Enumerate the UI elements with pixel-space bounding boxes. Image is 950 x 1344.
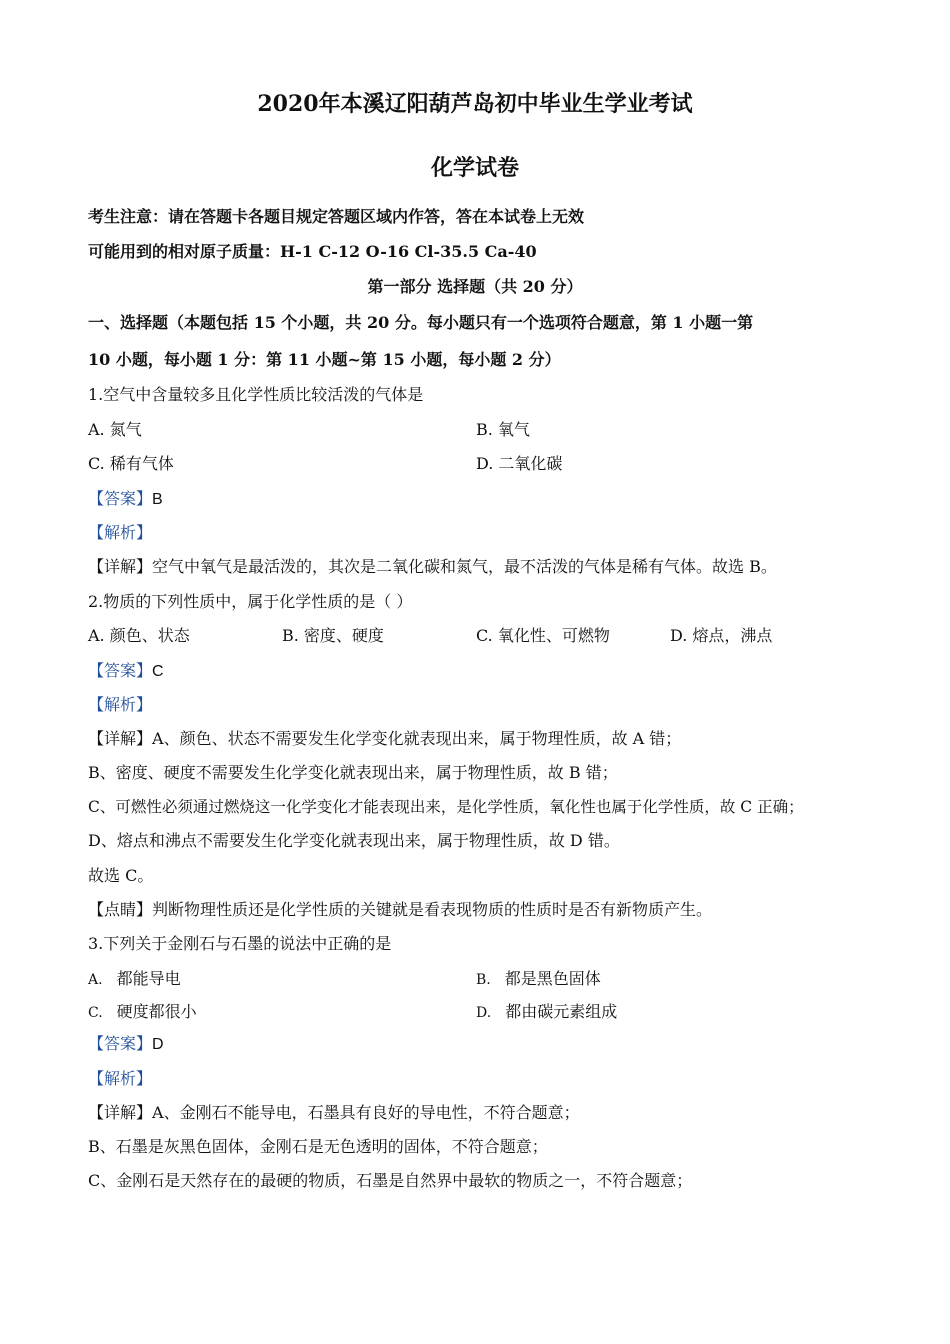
section-instructions-line1: 一、选择题（本题包括 15 个小题，共 20 分。每小题只有一个选项符合题意，第 1 小题一第 xyxy=(88,313,754,332)
q2-stem: 2.物质的下列性质中，属于化学性质的是（ ） xyxy=(88,592,413,611)
q2-detail-a xyxy=(88,729,681,749)
section-instructions-line2: 10 小题，每小题 1 分：第 11 小题~第 15 小题，每小题 2 分） xyxy=(88,350,561,369)
detail-label: 【详解】 xyxy=(88,729,153,748)
detail-label: 【详解】 xyxy=(88,1103,153,1122)
q1-answer-value: B xyxy=(152,491,163,508)
q3-option-c-letter: C. xyxy=(88,1005,103,1021)
q3-option-d xyxy=(476,1002,617,1023)
q2-analysis-label: 【解析】 xyxy=(88,695,153,714)
q1-detail-text: 空气中氧气是最活泼的，其次是二氧化碳和氮气，最不活泼的气体是稀有气体。故选 B。 xyxy=(152,557,777,576)
q3-answer xyxy=(88,1034,164,1055)
q2-option-a: A. 颜色、状态 xyxy=(88,626,190,645)
q2-detail-c: C、可燃性必须通过燃烧这一化学变化才能表现出来，是化学性质，氧化性也属于化学性质，故 C 正确； xyxy=(88,798,804,816)
q1-option-d: D. 二氧化碳 xyxy=(476,454,563,473)
q3-detail-b: B、石墨是灰黑色固体，金刚石是无色透明的固体，不符合题意； xyxy=(88,1137,548,1156)
q3-analysis-label: 【解析】 xyxy=(88,1069,153,1088)
q1-detail xyxy=(88,557,777,577)
q2-option-c: C. 氧化性、可燃物 xyxy=(476,626,610,645)
detail-label: 【详解】 xyxy=(88,557,153,576)
comment-label: 【点睛】 xyxy=(88,900,153,919)
q1-stem: 1.空气中含量较多且化学性质比较活泼的气体是 xyxy=(88,385,424,404)
q1-analysis-label: 【解析】 xyxy=(88,523,153,542)
q3-option-c xyxy=(88,1002,197,1023)
atomic-masses: 可能用到的相对原子质量：H-1 C-12 O-16 Cl-35.5 Ca-40 xyxy=(88,242,537,261)
q3-detail-a-text: A、金刚石不能导电，石墨具有良好的导电性，不符合题意； xyxy=(152,1103,580,1122)
q3-option-c-text: 硬度都很小 xyxy=(116,1002,197,1021)
q3-answer-value: D xyxy=(152,1036,164,1053)
q3-option-b-text: 都是黑色固体 xyxy=(504,969,601,988)
exam-title: 2020年本溪辽阳葫芦岛初中毕业生学业考试 xyxy=(257,91,693,117)
q2-comment xyxy=(88,900,712,920)
part-heading: 第一部分 选择题（共 20 分） xyxy=(367,277,583,296)
q3-stem: 3.下列关于金刚石与石墨的说法中正确的是 xyxy=(88,934,392,953)
q3-option-d-text: 都由碳元素组成 xyxy=(505,1002,618,1021)
q2-answer-value: C xyxy=(152,663,164,680)
q1-option-a: A. 氮气 xyxy=(88,420,142,439)
q2-comment-text: 判断物理性质还是化学性质的关键就是看表现物质的性质时是否有新物质产生。 xyxy=(152,900,713,919)
q2-conclusion: 故选 C。 xyxy=(88,866,154,885)
answer-label: 【答案】 xyxy=(88,1034,153,1053)
q2-detail-b: B、密度、硬度不需要发生化学变化就表现出来，属于物理性质，故 B 错； xyxy=(88,763,618,782)
q3-option-b-letter: B. xyxy=(476,972,491,988)
q2-detail-d: D、熔点和沸点不需要发生化学变化就表现出来，属于物理性质，故 D 错。 xyxy=(88,831,620,850)
q3-option-b xyxy=(476,969,601,990)
q1-option-b: B. 氧气 xyxy=(476,420,530,439)
q3-detail-c: C、金刚石是天然存在的最硬的物质，石墨是自然界中最软的物质之一，不符合题意； xyxy=(88,1171,693,1190)
q2-option-d: D. 熔点，沸点 xyxy=(670,626,773,645)
q3-option-a xyxy=(88,969,181,990)
q3-detail-a xyxy=(88,1103,580,1123)
q1-option-c: C. 稀有气体 xyxy=(88,454,174,473)
q2-detail-a-text: A、颜色、状态不需要发生化学变化就表现出来，属于物理性质，故 A 错； xyxy=(152,729,682,748)
q2-option-b: B. 密度、硬度 xyxy=(282,626,384,645)
q3-option-a-letter: A. xyxy=(88,972,103,988)
answer-label: 【答案】 xyxy=(88,661,153,680)
answer-label: 【答案】 xyxy=(88,489,153,508)
q2-answer xyxy=(88,661,164,682)
exam-subtitle: 化学试卷 xyxy=(430,155,519,181)
q3-option-a-text: 都能导电 xyxy=(116,969,181,988)
q1-answer xyxy=(88,489,163,510)
candidate-notice: 考生注意：请在答题卡各题目规定答题区域内作答，答在本试卷上无效 xyxy=(88,207,585,226)
q3-option-d-letter: D. xyxy=(476,1005,492,1021)
